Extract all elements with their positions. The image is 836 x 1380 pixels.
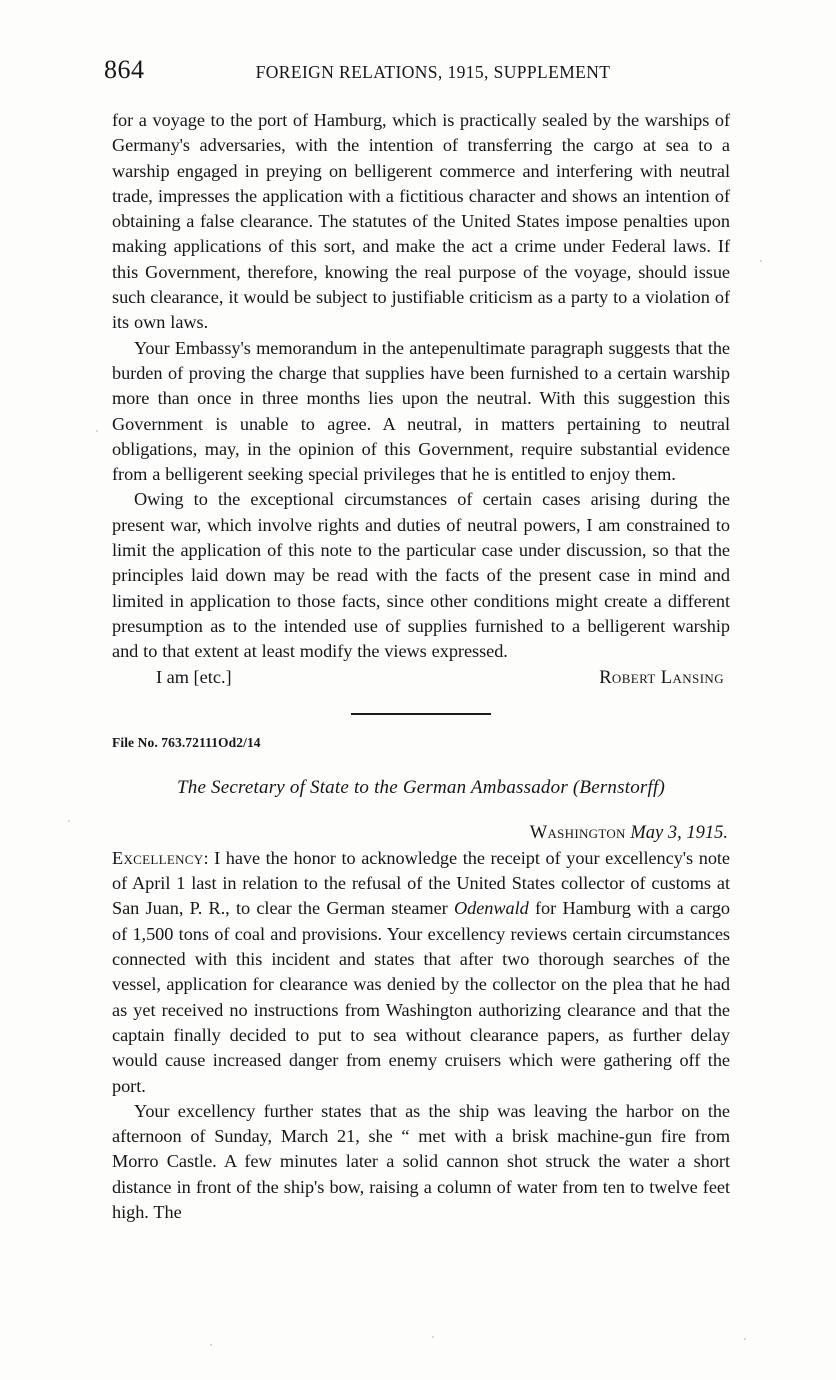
dateline-place: Washington xyxy=(529,822,626,843)
page-speck xyxy=(744,1338,746,1340)
ship-name: Odenwald xyxy=(453,898,529,919)
page-speck xyxy=(68,820,70,822)
paragraph: Your Embassy's memorandum in the antepenultimate paragraph suggests that the burden of proving the charge that supplies have been furnished to a certain warship more than once in three months lies upon the neutral. With this suggestion this Government is unable to agree. A neutral, in matters pertaining to neutral obligations, may, in the opinion of this Government, require substantial evidence from a belligerent seeking special privileges that he is entitled to enjoy them. xyxy=(112,337,730,485)
paragraph-lead: : I have the honor to acknowledge the receipt of your excellency's note of April 1 last in relation to the refusal of the United States collector of customs at San Juan, P. R., to clear the German steamer xyxy=(112,847,730,919)
running-head: FOREIGN RELATIONS, 1915, SUPPLEMENT xyxy=(255,62,611,82)
document-body xyxy=(112,108,730,1225)
page-speck xyxy=(432,1336,434,1338)
section-divider xyxy=(351,713,491,715)
paragraph: Your excellency further states that as the ship was leaving the harbor on the afternoon of Sunday, March 21, she “ met with a brisk machine-gun fire from Morro Castle. A few minutes later a solid cannon shot struck the water a short distance in front of the ship's bow, raising a column of water from ten to twelve feet high. The xyxy=(112,1100,730,1222)
dateline xyxy=(112,823,730,844)
paragraph-rest: for Hamburg with a cargo of 1,500 tons of coal and provisions. Your excellency reviews certain circumstances connected with this incident and states that after two thorough searches of the vessel, application for clearance was denied by the collector on the plea that he had as yet received no instructions from Washington authorizing clearance and that the captain finally decided to put to sea without clearance papers, as further delay would cause increased danger from enemy cruisers which were gathering off the port. xyxy=(112,898,730,1096)
signature-name: Robert Lansing xyxy=(599,667,724,688)
page-number: 864 xyxy=(104,55,145,84)
paragraph: Owing to the exceptional circumstances of certain cases arising during the present war, which involve rights and duties of neutral powers, I am constrained to limit the application of this note to the particular case under discussion, so that the principles laid down may be read with the facts of the present case in mind and limited in application to those facts, since other conditions might create a different presumption as to the intended use of supplies furnished to a belligerent warship and to that extent at least modify the views expressed. xyxy=(112,489,730,662)
page-speck xyxy=(210,1344,212,1346)
document-title: The Secretary of State to the German Ambassador (Bernstorff) xyxy=(176,776,665,798)
file-number: File No. 763.72111Od2/14 xyxy=(112,734,261,750)
paragraph xyxy=(112,846,730,1099)
page-speck xyxy=(96,430,98,432)
dateline-date: May 3, 1915. xyxy=(630,822,728,843)
salutation: Excellency xyxy=(112,847,204,868)
paragraph: for a voyage to the port of Hamburg, which is practically sealed by the warships of Germany's adversaries, with the intention of transferring the cargo at sea to a warship engaged in preying on belligerent commerce and interfering with neutral trade, impresses the application with a fictitious character and shows an intention of obtaining a false clearance. The statutes of the United States impose penalties upon making applications of this sort, and make the act a crime under Federal laws. If this Government, therefore, knowing the real purpose of the voyage, should issue such clearance, it would be subject to justifiable criticism as a party to a violation of its own laws. xyxy=(112,110,730,333)
page-speck xyxy=(760,260,762,262)
closing-text: I am [etc.] xyxy=(156,666,232,687)
closing-line xyxy=(112,665,730,691)
